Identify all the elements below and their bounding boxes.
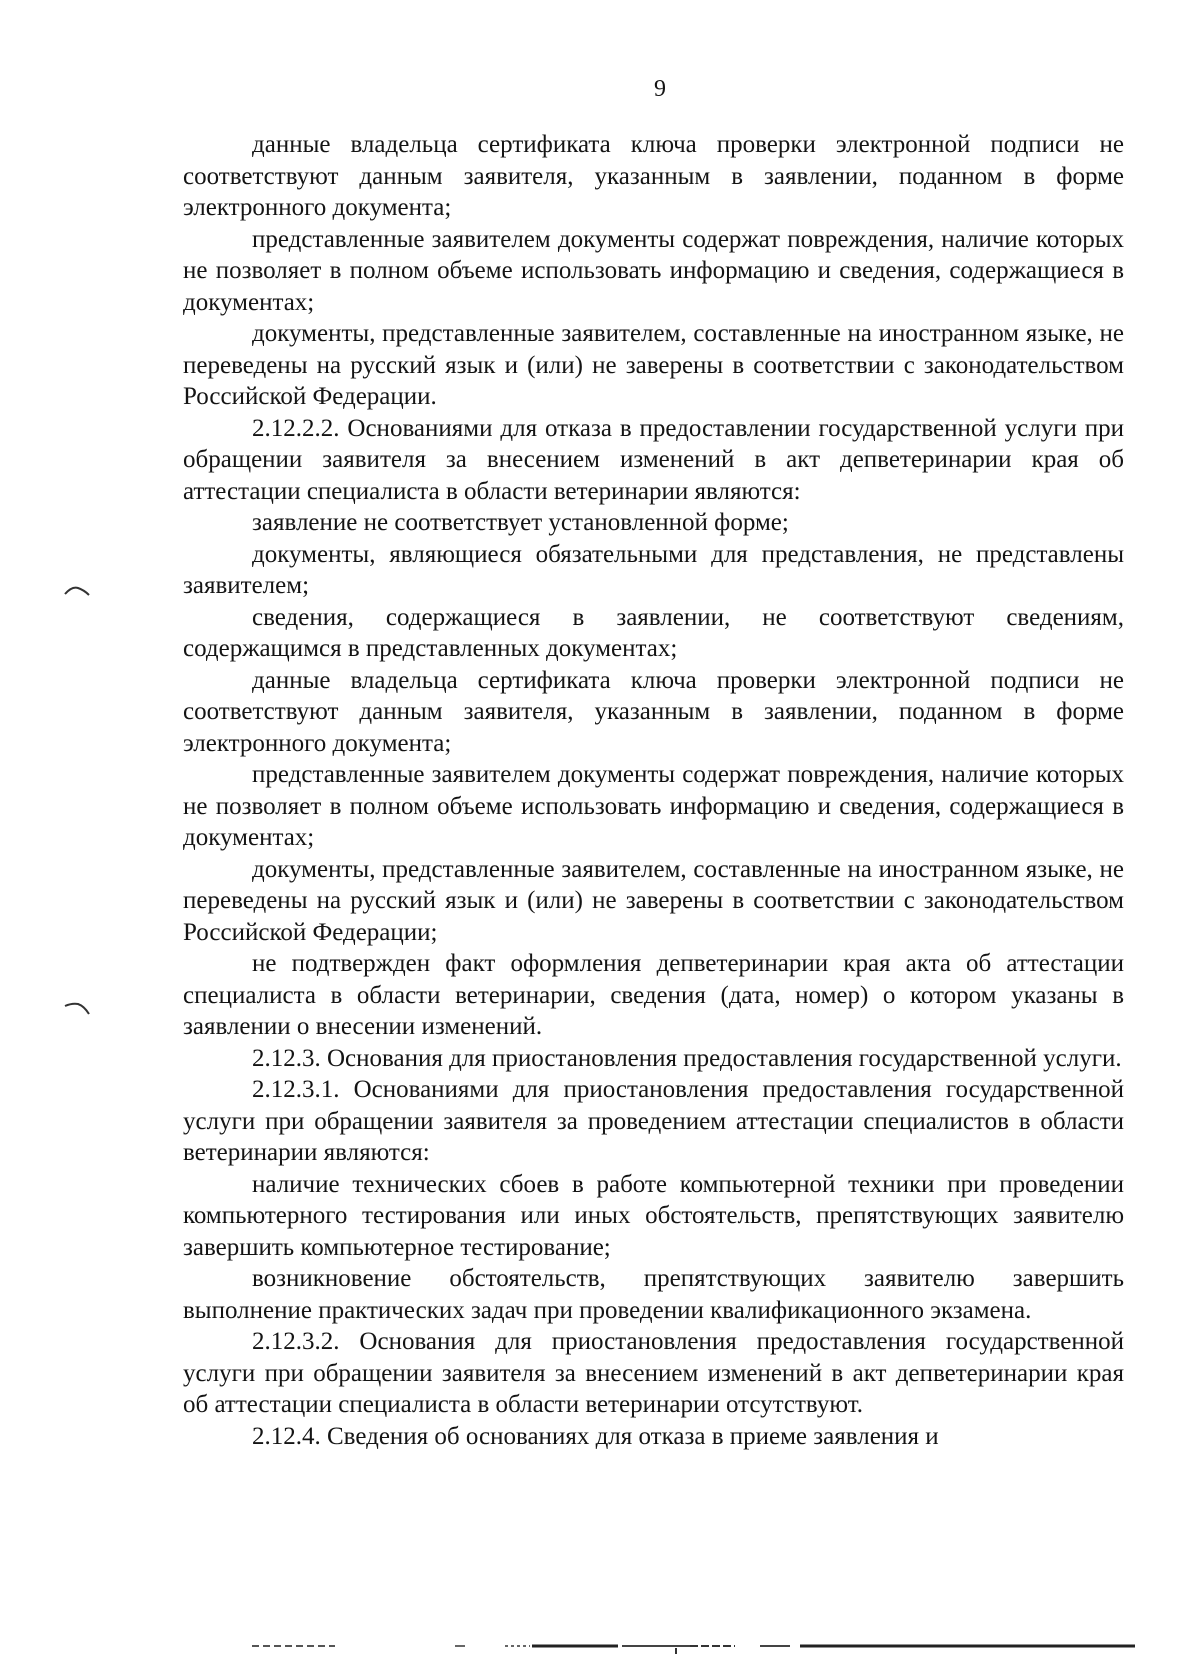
margin-hole-punch-mark-upper [64, 584, 90, 598]
paragraph-foreign-language-documents: документы, представленные заявителем, составленные на иностранном языке, не переведены на русский язык и (или) не заверены в соответствии с законодательством Российской Федерации. [183, 320, 1124, 410]
paragraph-form-mismatch: заявление не соответствует установленной форме; [252, 509, 789, 536]
paragraph-act-not-confirmed: не подтвержден факт оформления депветеринарии края акта об аттестации специалиста в области ветеринарии, сведения (дата, номер) о котором указаны в заявлении о внесении изменений. [183, 950, 1124, 1040]
paragraph-information-mismatch: сведения, содержащиеся в заявлении, не соответствуют сведениям, содержащимся в представленных документах; [183, 603, 1124, 662]
paragraph-section-2-12-3-1: 2.12.3.1. Основаниями для приостановления предоставления государственной услуги при обращении заявителя за проведением аттестации специалистов в области ветеринарии являются: [183, 1076, 1124, 1166]
paragraph-section-2-12-4: 2.12.4. Сведения об основаниях для отказа в приеме заявления и [252, 1422, 939, 1450]
margin-hole-punch-mark-lower [64, 1001, 90, 1015]
document-body [183, 129, 1124, 1452]
paragraph-damaged-documents: представленные заявителем документы содержат повреждения, наличие которых не позволяет в полном объеме использовать информацию и сведения, содержащиеся в документах; [183, 225, 1124, 316]
paragraph-section-2-12-2-2: 2.12.2.2. Основаниями для отказа в предоставлении государственной услуги при обращении заявителя за внесением изменений в акт депветеринарии края об аттестации специалиста в области ветеринарии являются: [183, 414, 1124, 505]
paragraph-section-2-12-3: 2.12.3. Основания для приостановления предоставления государственной услуги. [252, 1044, 1122, 1072]
paragraph-damaged-documents-2: представленные заявителем документы содержат повреждения, наличие которых не позволяет в полном объеме использовать информацию и сведения, содержащиеся в документах; [183, 761, 1124, 851]
paragraph-practical-tasks-circumstances: возникновение обстоятельств, препятствующих заявителю завершить выполнение практических задач при проведении квалификационного экзамена. [183, 1265, 1124, 1324]
paragraph-section-2-12-3-2: 2.12.3.2. Основания для приостановления предоставления государственной услуги при обращении заявителя за внесением изменений в акт депветеринарии края об аттестации специалиста в области ветеринарии отсутствуют. [183, 1328, 1124, 1418]
paragraph-foreign-language-documents-2: документы, представленные заявителем, составленные на иностранном языке, не переведены на русский язык и (или) не заверены в соответствии с законодательством Российской Федерации; [183, 855, 1124, 946]
paragraph-required-documents-missing: документы, являющиеся обязательными для представления, не представлены заявителем; [183, 540, 1124, 599]
scan-artifact-lines [0, 1636, 1200, 1656]
paragraph-owner-data-mismatch-2: данные владельца сертификата ключа проверки электронной подписи не соответствуют данным заявителя, указанным в заявлении, поданном в форме электронного документа; [183, 666, 1124, 757]
paragraph-owner-data-mismatch: данные владельца сертификата ключа проверки электронной подписи не соответствуют данным заявителя, указанным в заявлении, поданном в форме электронного документа; [183, 131, 1124, 221]
page-number: 9 [654, 76, 666, 102]
paragraph-technical-failures: наличие технических сбоев в работе компьютерной техники при проведении компьютерного тестирования или иных обстоятельств, препятствующих заявителю завершить компьютерное тестирование; [183, 1170, 1124, 1261]
